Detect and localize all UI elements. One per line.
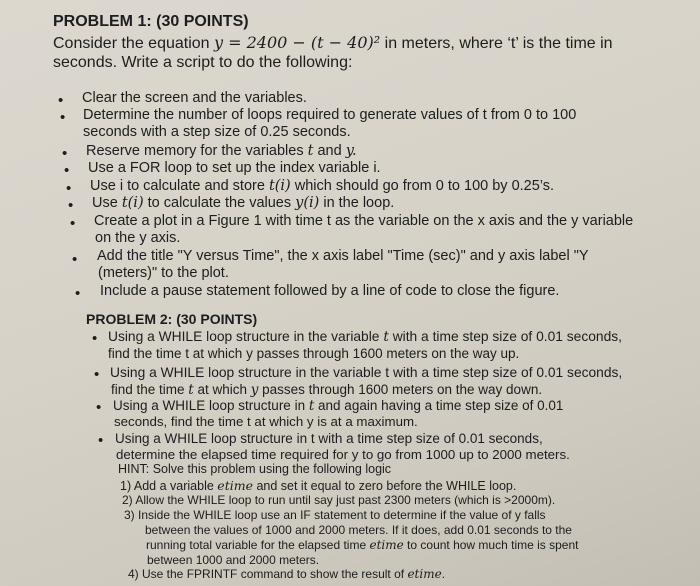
bullet-icon: • <box>98 432 104 449</box>
bullet-icon: • <box>64 162 70 179</box>
bullet-icon: • <box>75 285 81 302</box>
bullet-icon: • <box>58 92 64 109</box>
p1-step-labels-line1: Add the title "Y versus Time", the x axis label "Time (sec)" and y axis label "Y <box>97 248 589 264</box>
p1-step-plot-line2: on the y axis. <box>95 230 181 246</box>
p2-elapsed-line2: determine the elapsed time required for y to go from 1000 up to 2000 meters. <box>116 447 570 462</box>
bullet-icon: • <box>62 145 68 162</box>
p2-while-down-line2: find the time t at which y passes through 1600 meters on the way down. <box>111 382 543 398</box>
p1-step-pause: Include a pause statement followed by a line of code to close the figure. <box>100 283 560 299</box>
hint-step-3-line2: between the values of 1000 and 2000 meters. If it does, add 0.01 seconds to the <box>145 523 572 537</box>
p1-step-calc-y: Use t(i) to calculate the values y(i) in the loop. <box>92 195 395 211</box>
bullet-icon: • <box>70 215 76 232</box>
problem1-intro-line1: Consider the equation y = 2400 − (t − 40)² in meters, where ‘t’ is the time in <box>53 33 613 52</box>
p2-while-max-line1: Using a WHILE loop structure in t and again having a time step size of 0.01 <box>113 398 564 414</box>
hint-step-3-line1: 3) Inside the WHILE loop use an IF statement to determine if the value of y falls <box>124 508 546 522</box>
hint-step-4: 4) Use the FPRINTF command to show the result of etime. <box>128 567 446 581</box>
problem2-title: PROBLEM 2: (30 POINTS) <box>86 311 258 327</box>
bullet-icon: • <box>94 366 100 383</box>
hint-step-2: 2) Allow the WHILE loop to run until say just past 2300 meters (which is >2000m). <box>122 493 556 507</box>
equation: y = 2400 − (t − 40)² <box>214 33 381 52</box>
bullet-icon: • <box>72 251 78 268</box>
hint-step-3-line3: running total variable for the elapsed time etime to count how much time is spent <box>146 538 579 552</box>
bullet-icon: • <box>96 399 102 416</box>
bullet-icon: • <box>60 109 66 126</box>
p2-while-up-line1: Using a WHILE loop structure in the variable t with a time step size of 0.01 seconds, <box>108 329 622 345</box>
p1-step-plot-line1: Create a plot in a Figure 1 with time t as the variable on the x axis and the y variable <box>94 213 634 229</box>
bullet-icon: • <box>68 197 74 214</box>
p2-hint: HINT: Solve this problem using the following logic <box>118 462 392 476</box>
p1-step-for-loop: Use a FOR loop to set up the index variable i. <box>88 160 381 176</box>
p2-while-max-line2: seconds, find the time t at which y is at a maximum. <box>114 414 418 429</box>
p2-while-down-line1: Using a WHILE loop structure in the variable t with a time step size of 0.01 seconds, <box>110 365 623 380</box>
p1-step-clear: Clear the screen and the variables. <box>82 90 307 106</box>
bullet-icon: • <box>66 180 72 197</box>
hint-step-1: 1) Add a variable etime and set it equal to zero before the WHILE loop. <box>120 478 517 493</box>
hint-step-3-line4: between 1000 and 2000 meters. <box>147 553 320 567</box>
problem1-title: PROBLEM 1: (30 POINTS) <box>53 13 249 30</box>
p1-step-labels-line2: (meters)" to the plot. <box>98 265 229 281</box>
p1-step-loops-line2: seconds with a step size of 0.25 seconds. <box>83 124 351 140</box>
p1-step-calc-t: Use i to calculate and store t(i) which should go from 0 to 100 by 0.25’s. <box>90 178 555 194</box>
bullet-icon: • <box>92 330 98 347</box>
problem1-intro-line2: seconds. Write a script to do the following: <box>53 54 353 71</box>
p1-step-loops-line1: Determine the number of loops required to generate values of t from 0 to 100 <box>83 107 577 123</box>
p2-while-up-line2: find the time t at which y passes through 1600 meters on the way up. <box>108 346 520 361</box>
p1-step-reserve: Reserve memory for the variables t and y. <box>86 143 357 159</box>
p2-elapsed-line1: Using a WHILE loop structure in t with a time step size of 0.01 seconds, <box>115 431 543 446</box>
